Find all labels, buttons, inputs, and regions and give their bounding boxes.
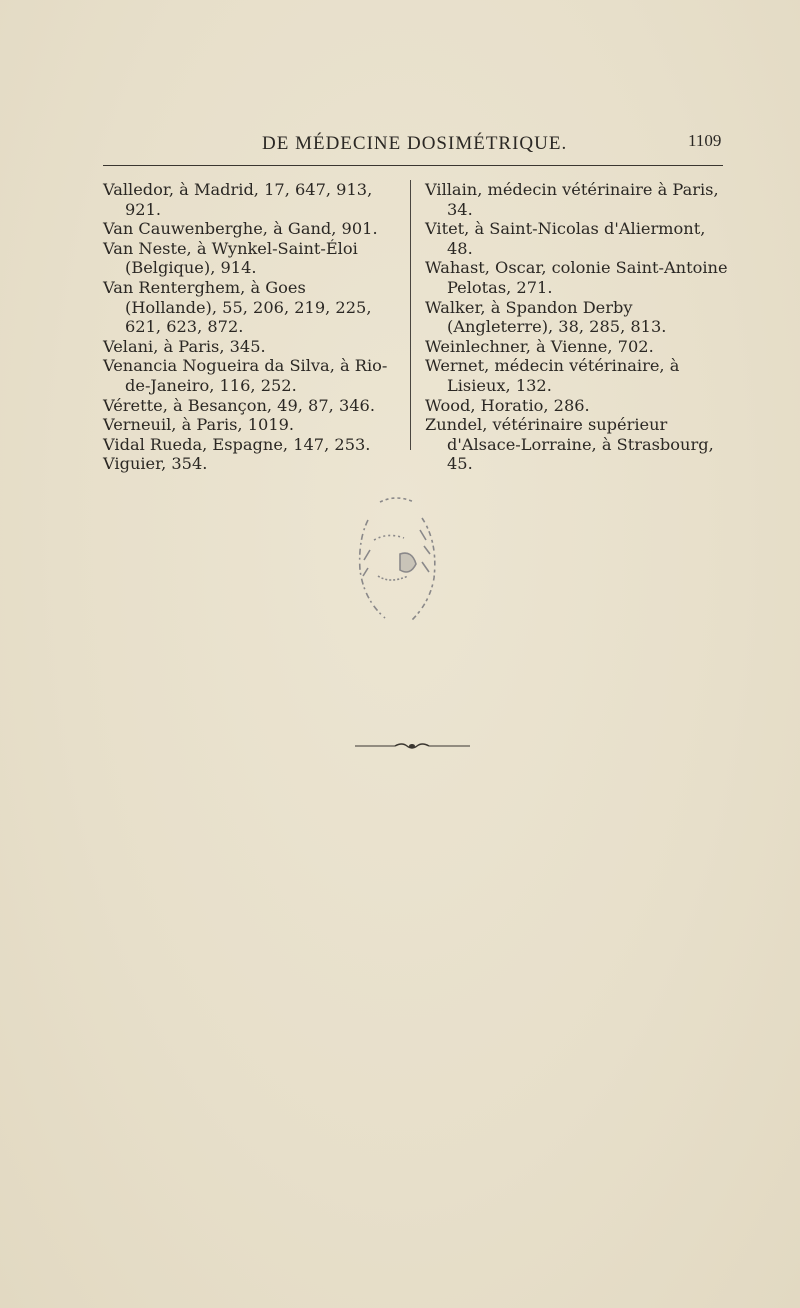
- index-entry: Venancia Nogueira da Silva, à Rio-de-Janeiro, 116, 252.: [103, 356, 388, 395]
- index-entry: Van Renterghem, à Goes (Hollande), 55, 206, 219, 225, 621, 623, 872.: [103, 277, 372, 337]
- index-entry: Velani, à Paris, 345.: [103, 336, 266, 356]
- library-stamp-icon: [330, 480, 460, 630]
- index-entry: Viguier, 354.: [103, 454, 208, 474]
- index-entry: Walker, à Spandon Derby (Angleterre), 38, 285, 813.: [425, 297, 667, 337]
- index-column-right: [425, 180, 730, 474]
- column-divider: [410, 180, 411, 450]
- index-entry: Villain, médecin vétérinaire à Paris, 34.: [425, 180, 719, 219]
- index-entry: Verneuil, à Paris, 1019.: [103, 415, 295, 435]
- index-entry: Wood, Horatio, 286.: [425, 395, 590, 415]
- index-entry: Vitet, à Saint-Nicolas d'Aliermont, 48.: [425, 219, 706, 258]
- index-entry: Valledor, à Madrid, 17, 647, 913, 921.: [103, 180, 373, 219]
- index-entry: Van Neste, à Wynkel-Saint-Éloi (Belgique), 914.: [103, 238, 358, 278]
- index-entry: Wernet, médecin vétérinaire, à Lisieux, 132.: [425, 356, 680, 395]
- index-entry: Zundel, vétérinaire supérieur d'Alsace-Lorraine, à Strasbourg, 45.: [425, 415, 714, 474]
- index-entry: Van Cauwenberghe, à Gand, 901.: [103, 219, 378, 239]
- end-of-section-ornament-icon: [355, 740, 470, 752]
- header-rule: [103, 165, 723, 166]
- page-number: 1109: [688, 131, 722, 150]
- index-column-left: [103, 180, 401, 474]
- index-entry: Vérette, à Besançon, 49, 87, 346.: [103, 395, 375, 415]
- running-head: DE MÉDECINE DOSIMÉTRIQUE.: [262, 133, 568, 154]
- index-entry: Vidal Rueda, Espagne, 147, 253.: [103, 434, 371, 454]
- index-entry: Weinlechner, à Vienne, 702.: [425, 336, 654, 356]
- index-entry: Wahast, Oscar, colonie Saint-Antoine Pelotas, 271.: [425, 258, 728, 297]
